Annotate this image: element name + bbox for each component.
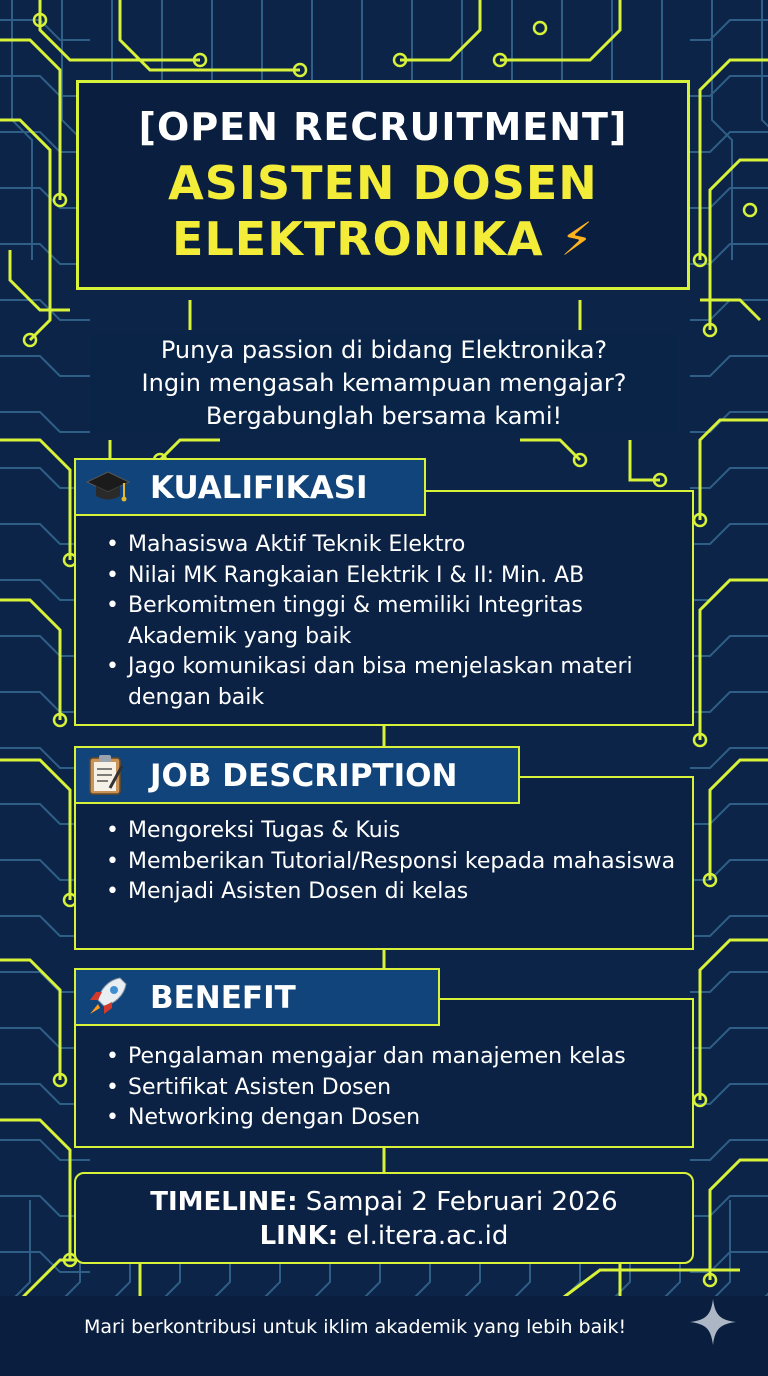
list-item: • Pengalaman mengajar dan manajemen kelas [106,1042,681,1073]
kualifikasi-panel [74,490,694,726]
title-open-recruitment: [OPEN RECRUITMENT] [138,105,628,149]
link-label: LINK: [259,1221,339,1251]
list-item: • Jago komunikasi dan bisa menjelaskan materi dengan baik [106,652,681,713]
list-item: • Sertifikat Asisten Dosen [106,1073,681,1104]
circuit-trace [700,580,768,740]
benefit-title: BENEFIT [150,980,296,1016]
list-item: • Mahasiswa Aktif Teknik Elektro [106,530,681,561]
circuit-trace [690,412,768,432]
circuit-trace [0,120,50,340]
graduation-cap-icon [86,468,130,508]
timeline-box [74,1172,694,1264]
circuit-trace [630,440,660,480]
list-item: • Berkomitmen tinggi & memiliki Integritas Akademik yang baik [106,591,681,652]
timeline-value: Sampai 2 Februari 2026 [305,1187,618,1217]
clipboard-icon [86,752,126,796]
kualifikasi-list [106,530,681,713]
benefit-header [74,968,440,1026]
circuit-trace [700,940,768,1100]
circuit-trace [710,760,768,880]
circuit-trace [690,1140,768,1160]
rocket-icon [86,974,128,1018]
title-elektronika: ELEKTRONIKA [172,212,544,266]
link-value[interactable]: el.itera.ac.id [346,1221,509,1251]
job-description-title: JOB DESCRIPTION [150,758,458,794]
benefit-list [106,1042,681,1134]
circuit-trace [690,748,768,768]
circuit-trace [0,440,70,560]
title-position [79,155,687,267]
circuit-trace [690,20,768,40]
title-elektronika-row [79,211,687,267]
circuit-trace [0,960,60,1080]
timeline-line [76,1186,692,1218]
circuit-node [534,22,546,34]
list-item: • Memberikan Tutorial/Responsi kepada mahasiswa [106,847,681,878]
circuit-trace [690,1028,768,1048]
circuit-trace [690,916,768,936]
circuit-trace [690,692,768,712]
intro-line: Punya passion di bidang Elektronika? [160,336,608,364]
list-item: • Networking dengan Dosen [106,1103,681,1134]
circuit-trace [690,356,768,376]
circuit-trace [700,420,768,520]
circuit-node [744,204,756,216]
intro-line: Ingin mengasah kemampuan mengajar? [141,369,627,397]
list-item: • Mengoreksi Tugas & Kuis [106,816,681,847]
sparkle-icon [688,1297,738,1347]
circuit-trace [500,0,620,60]
circuit-trace [690,860,768,880]
job-description-header [74,746,520,804]
intro-text [90,334,678,433]
kualifikasi-title: KUALIFIKASI [150,470,368,506]
link-line [76,1220,692,1252]
circuit-trace [0,412,90,432]
circuit-trace [690,132,768,152]
kualifikasi-header [74,458,426,516]
intro-line: Bergabunglah bersama kami! [205,402,563,430]
circuit-trace [690,188,768,208]
circuit-trace [762,0,768,260]
circuit-trace [690,468,768,488]
circuit-trace [160,440,220,460]
circuit-trace [690,636,768,656]
circuit-trace [690,76,768,96]
footer-text: Mari berkontribusi untuk iklim akademik yang lebih baik! [84,1316,627,1338]
lightning-bolt-icon: ⚡ [560,212,594,266]
list-item: • Menjadi Asisten Dosen di kelas [106,877,681,908]
circuit-trace [712,0,732,260]
circuit-trace [0,356,90,376]
circuit-trace [20,1260,200,1300]
title-asisten-dosen: ASISTEN DOSEN [168,156,598,210]
footer [0,1296,768,1376]
circuit-trace [690,972,768,992]
circuit-trace [520,440,580,460]
circuit-trace [690,804,768,824]
timeline-label: TIMELINE: [150,1187,298,1217]
title-box [76,80,690,290]
job-description-list [106,816,681,908]
list-item: • Nilai MK Rangkaian Elektrik I & II: Min. AB [106,561,681,592]
